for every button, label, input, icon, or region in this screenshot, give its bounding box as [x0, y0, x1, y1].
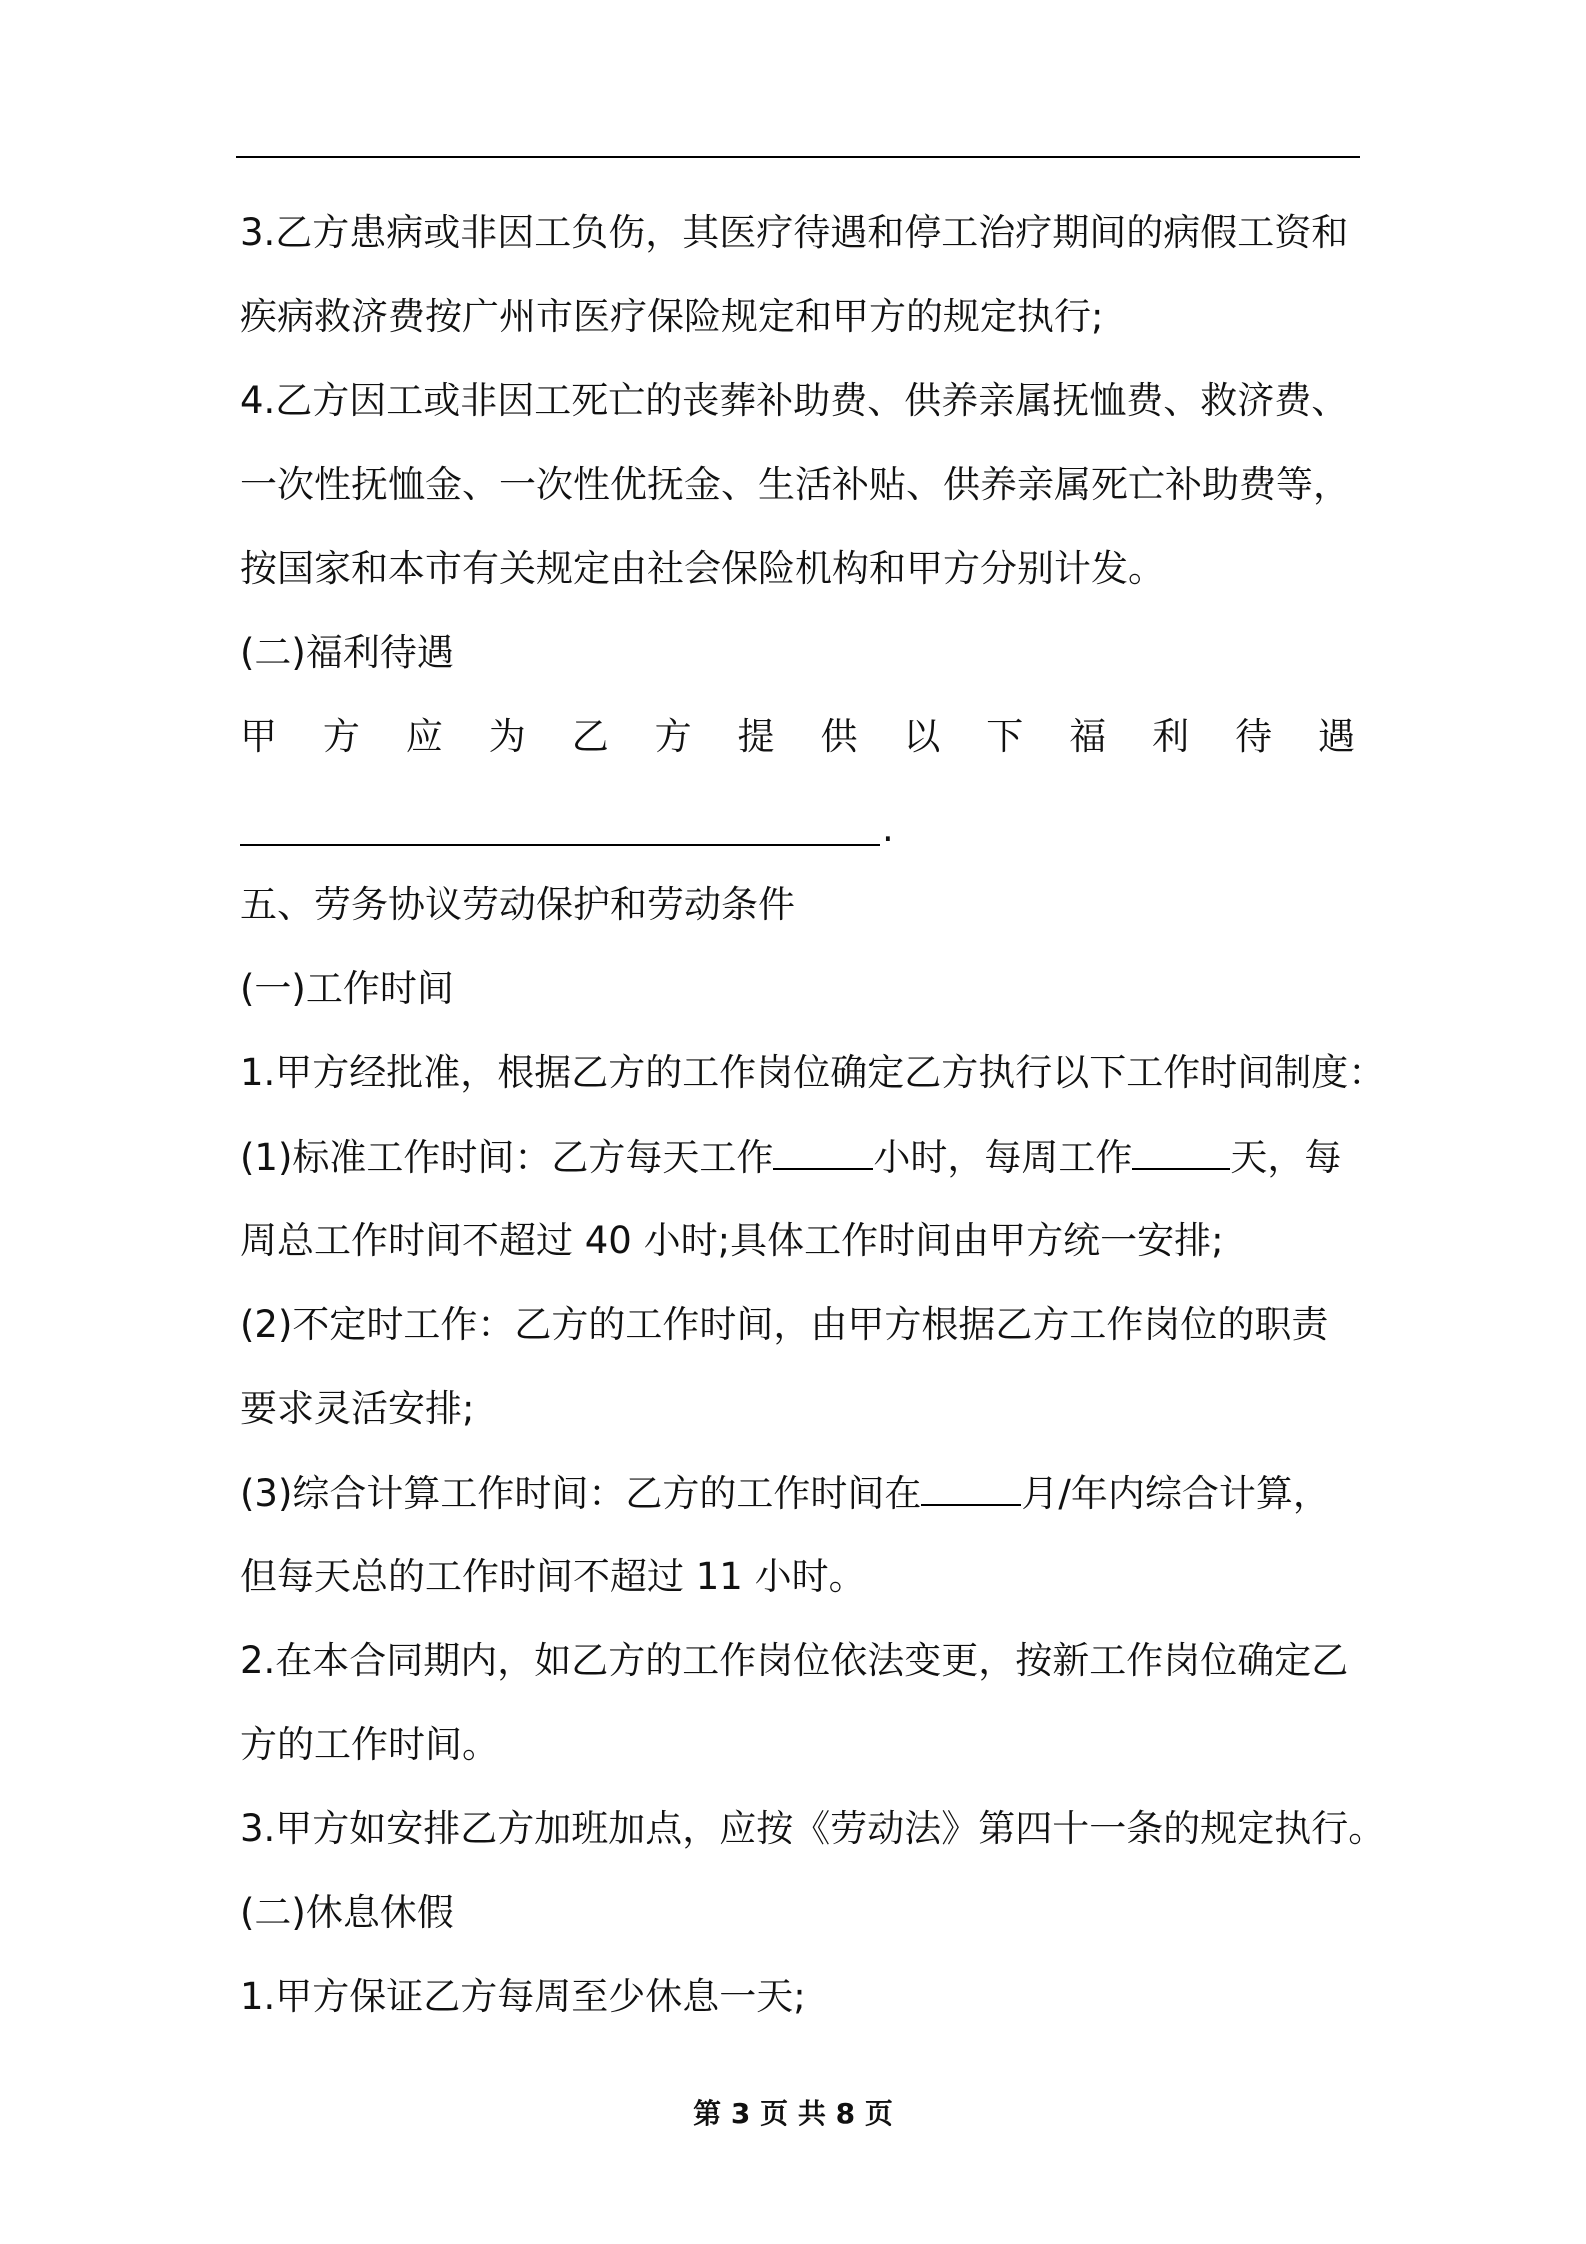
paragraph-line: 4.乙方因工或非因工死亡的丧葬补助费、供养亲属抚恤费、救济费、 [240, 379, 1349, 422]
paragraph-line: 要求灵活安排; [240, 1387, 475, 1430]
spread-char: 甲 [240, 715, 277, 758]
comp-period-blank[interactable] [921, 1468, 1021, 1506]
spread-char: 方 [322, 715, 360, 758]
section-heading-welfare: (二)福利待遇 [240, 631, 454, 674]
paragraph-line: 疾病救济费按广州市医疗保险规定和甲方的规定执行; [240, 295, 1104, 338]
spread-char: 遇 [1317, 715, 1355, 758]
paragraph-line: 3.甲方如安排乙方加班加点，应按《劳动法》第四十一条的规定执行。 [240, 1807, 1386, 1850]
spread-char: 待 [1235, 715, 1273, 758]
paragraph-line: 2.在本合同期内，如乙方的工作岗位依法变更，按新工作岗位确定乙 [240, 1639, 1349, 1682]
paragraph-line: 1.甲方保证乙方每周至少休息一天; [240, 1975, 806, 2018]
spread-char: 为 [488, 715, 526, 758]
spread-char: 福 [1069, 715, 1107, 758]
standard-time-line [240, 1132, 1341, 1183]
paragraph-line: 3.乙方患病或非因工负伤，其医疗待遇和停工治疗期间的病假工资和 [240, 211, 1349, 254]
spread-char: 供 [820, 715, 858, 758]
paragraph-line: (2)不定时工作：乙方的工作时间，由甲方根据乙方工作岗位的职责 [240, 1303, 1329, 1346]
paragraph-line: 按国家和本市有关规定由社会保险机构和甲方分别计发。 [240, 547, 1165, 590]
welfare-fill-blank[interactable] [240, 844, 880, 846]
std-time-text-2: 小时，每周工作 [873, 1136, 1133, 1179]
paragraph-line: 方的工作时间。 [240, 1723, 499, 1766]
paragraph-line: 周总工作时间不超过 40 小时;具体工作时间由甲方统一安排; [240, 1219, 1224, 1262]
paragraph-line: 但每天总的工作时间不超过 11 小时。 [240, 1555, 866, 1598]
days-per-week-blank[interactable] [1132, 1132, 1230, 1170]
comp-time-text-1: (3)综合计算工作时间：乙方的工作时间在 [240, 1472, 922, 1515]
blank-end-period: . [882, 807, 894, 850]
std-time-text-1: (1)标准工作时间：乙方每天工作 [240, 1136, 774, 1179]
spread-char: 利 [1152, 715, 1190, 758]
spread-char: 提 [737, 715, 775, 758]
paragraph-line: 一次性抚恤金、一次性优抚金、生活补贴、供养亲属死亡补助费等， [240, 463, 1350, 506]
spread-char: 下 [986, 715, 1024, 758]
comp-time-text-2: 月/年内综合计算， [1021, 1472, 1330, 1515]
header-rule [236, 156, 1360, 158]
page-number-footer: 第 3 页 共 8 页 [693, 2097, 893, 2130]
comprehensive-time-line [240, 1468, 1330, 1519]
section-heading-five: 五、劳务协议劳动保护和劳动条件 [240, 883, 795, 926]
hours-per-day-blank[interactable] [773, 1132, 873, 1170]
welfare-sentence-spread [240, 712, 1355, 762]
subheading-rest-leave: (二)休息休假 [240, 1891, 454, 1934]
paragraph-line: 1.甲方经批准，根据乙方的工作岗位确定乙方执行以下工作时间制度： [240, 1051, 1386, 1094]
subheading-work-time: (一)工作时间 [240, 967, 454, 1010]
std-time-text-3: 天，每 [1230, 1136, 1342, 1179]
spread-char: 乙 [571, 715, 609, 758]
spread-char: 应 [405, 715, 443, 758]
spread-char: 方 [654, 715, 692, 758]
spread-char: 以 [903, 715, 941, 758]
